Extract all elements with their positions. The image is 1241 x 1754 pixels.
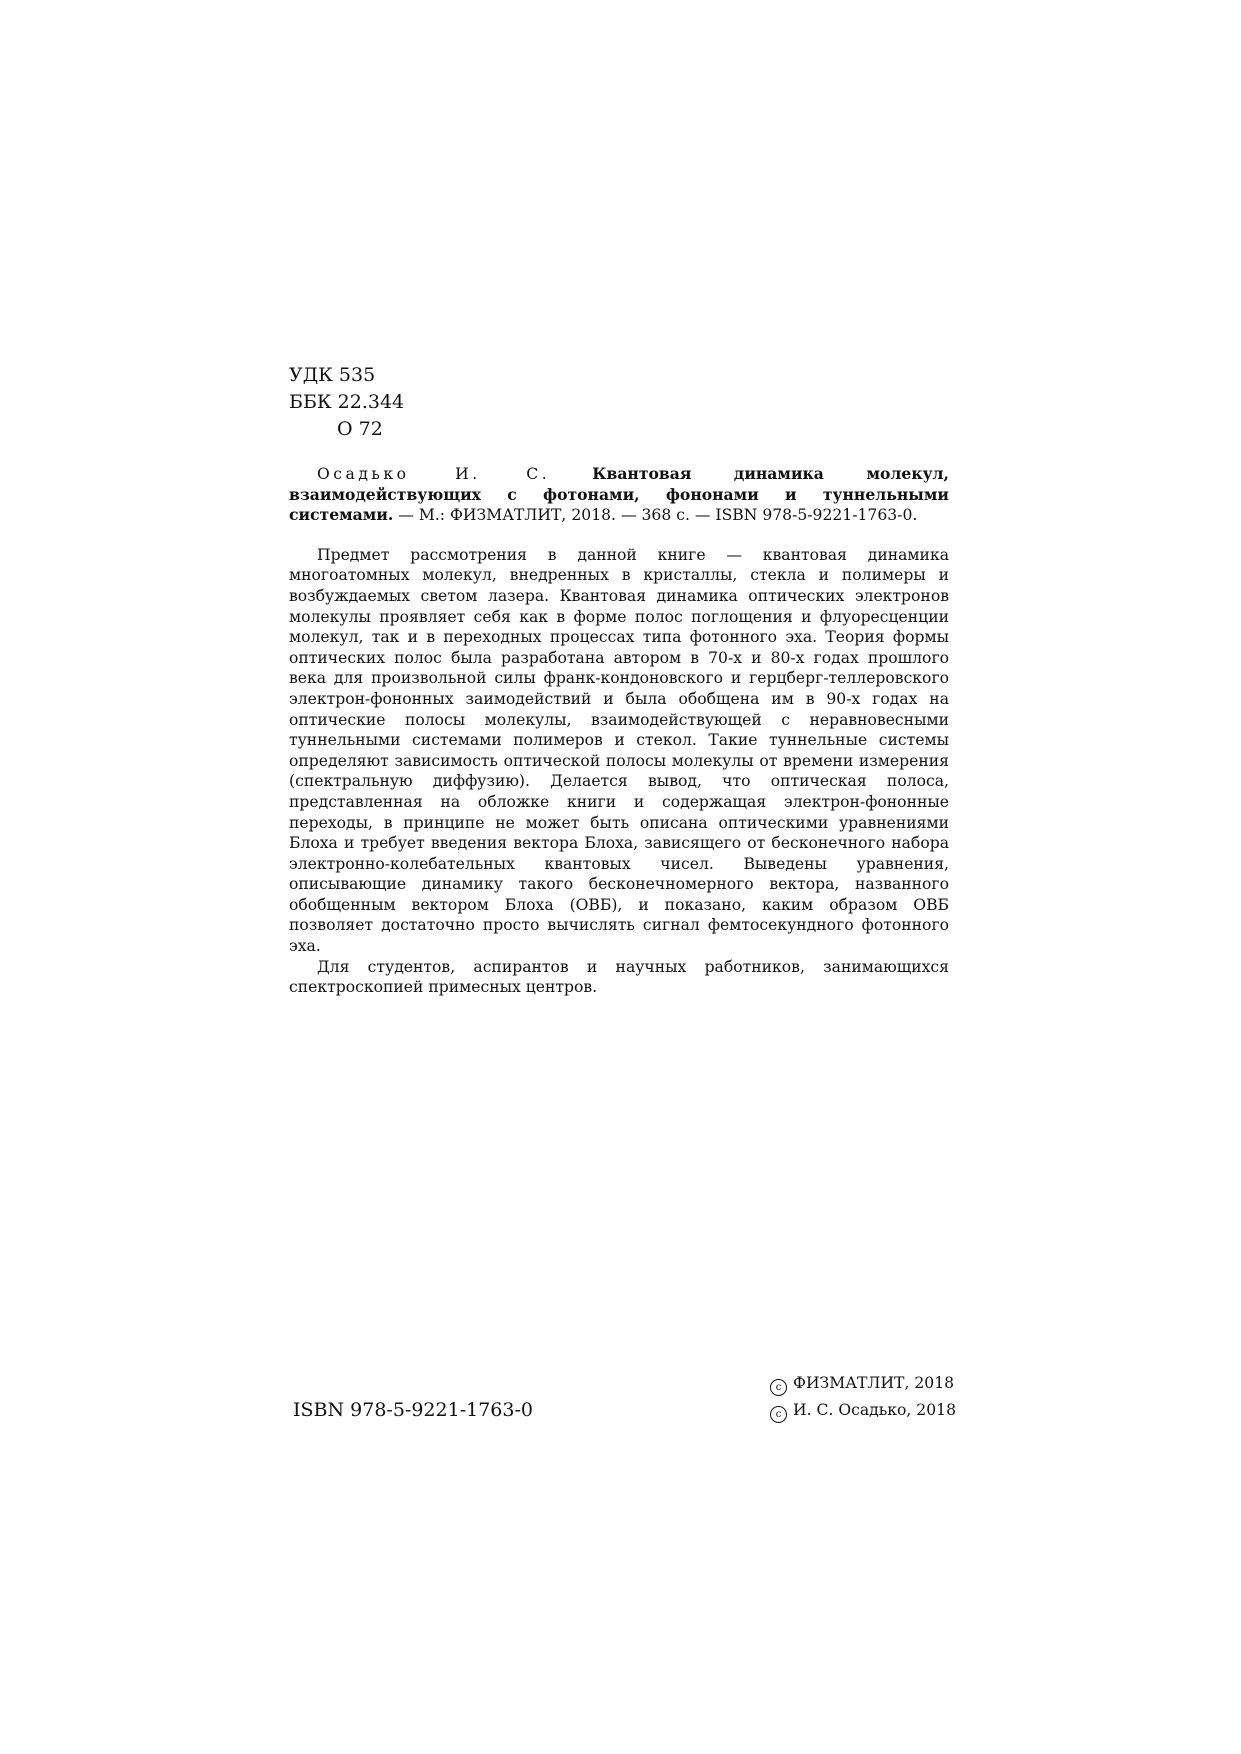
copyright-block [770, 1370, 956, 1424]
book-author: Осадько И. С. [317, 465, 551, 483]
copyright-author-line [770, 1397, 956, 1424]
author-mark: О 72 [337, 418, 383, 440]
annotation-block [289, 464, 949, 998]
classification-block [289, 362, 404, 443]
audience-paragraph: Для студентов, аспирантов и научных работников, занимающихся спектроскопией примесных центров. [289, 957, 949, 997]
copyright-icon: c [770, 1379, 787, 1396]
bibliographic-record [289, 464, 949, 526]
isbn-footer: ISBN 978-5-9221-1763-0 [293, 1399, 533, 1421]
copyright-publisher: ФИЗМАТЛИТ, 2018 [793, 1374, 955, 1392]
publication-info: — М.: ФИЗМАТЛИТ, 2018. — 368 с. — ISBN 978-5-9221-1763-0. [393, 506, 918, 525]
udk-code: УДК 535 [289, 364, 376, 386]
bbk-code: ББК 22.344 [289, 391, 405, 413]
copyright-author: И. С. Осадько, 2018 [793, 1401, 956, 1419]
copyright-icon: c [770, 1406, 787, 1423]
copyright-publisher-line [770, 1370, 956, 1397]
abstract-paragraph: Предмет рассмотрения в данной книге — квантовая динамика многоатомных молекул, внедренных в кристаллы, стекла и полимеры и возбуждаемых светом лазера. Квантовая динамика оптических электронов молекулы проявляет себя как в форме полос поглощения и флуоресценции молекул, так и в переходных процессах типа фотонного эха. Теория формы оптических полос была разработана автором в 70-х и 80-х годах прошлого века для произвольной силы франк-кондоновского и герцберг-теллеровского электрон-фононных заимодействий и была обобщена им в 90-х годах на оптические полосы молекулы, взаимодействующей с неравновесными туннельными системами полимеров и стекол. Такие туннельные системы определяют зависимость оптической полосы молекулы от времени измерения (спектральную диффузию). Делается вывод, что оптическая полоса, представленная на обложке книги и содержащая электрон-фононные переходы, в принципе не может быть описана оптическими уравнениями Блоха и требует введения вектора Блоха, зависящего от бесконечного набора электронно-колебательных квантовых чисел. Выведены уравнения, описывающие динамику такого бесконечномерного вектора, названного обобщенным вектором Блоха (ОВБ), и показано, каким образом ОВБ позволяет достаточно просто вычислять сигнал фемтосекундного фотонного эха. [289, 545, 949, 956]
book-title: Квантовая динамика молекул, взаимодействующих с фотонами, фононами и туннельными системами. [289, 464, 949, 525]
